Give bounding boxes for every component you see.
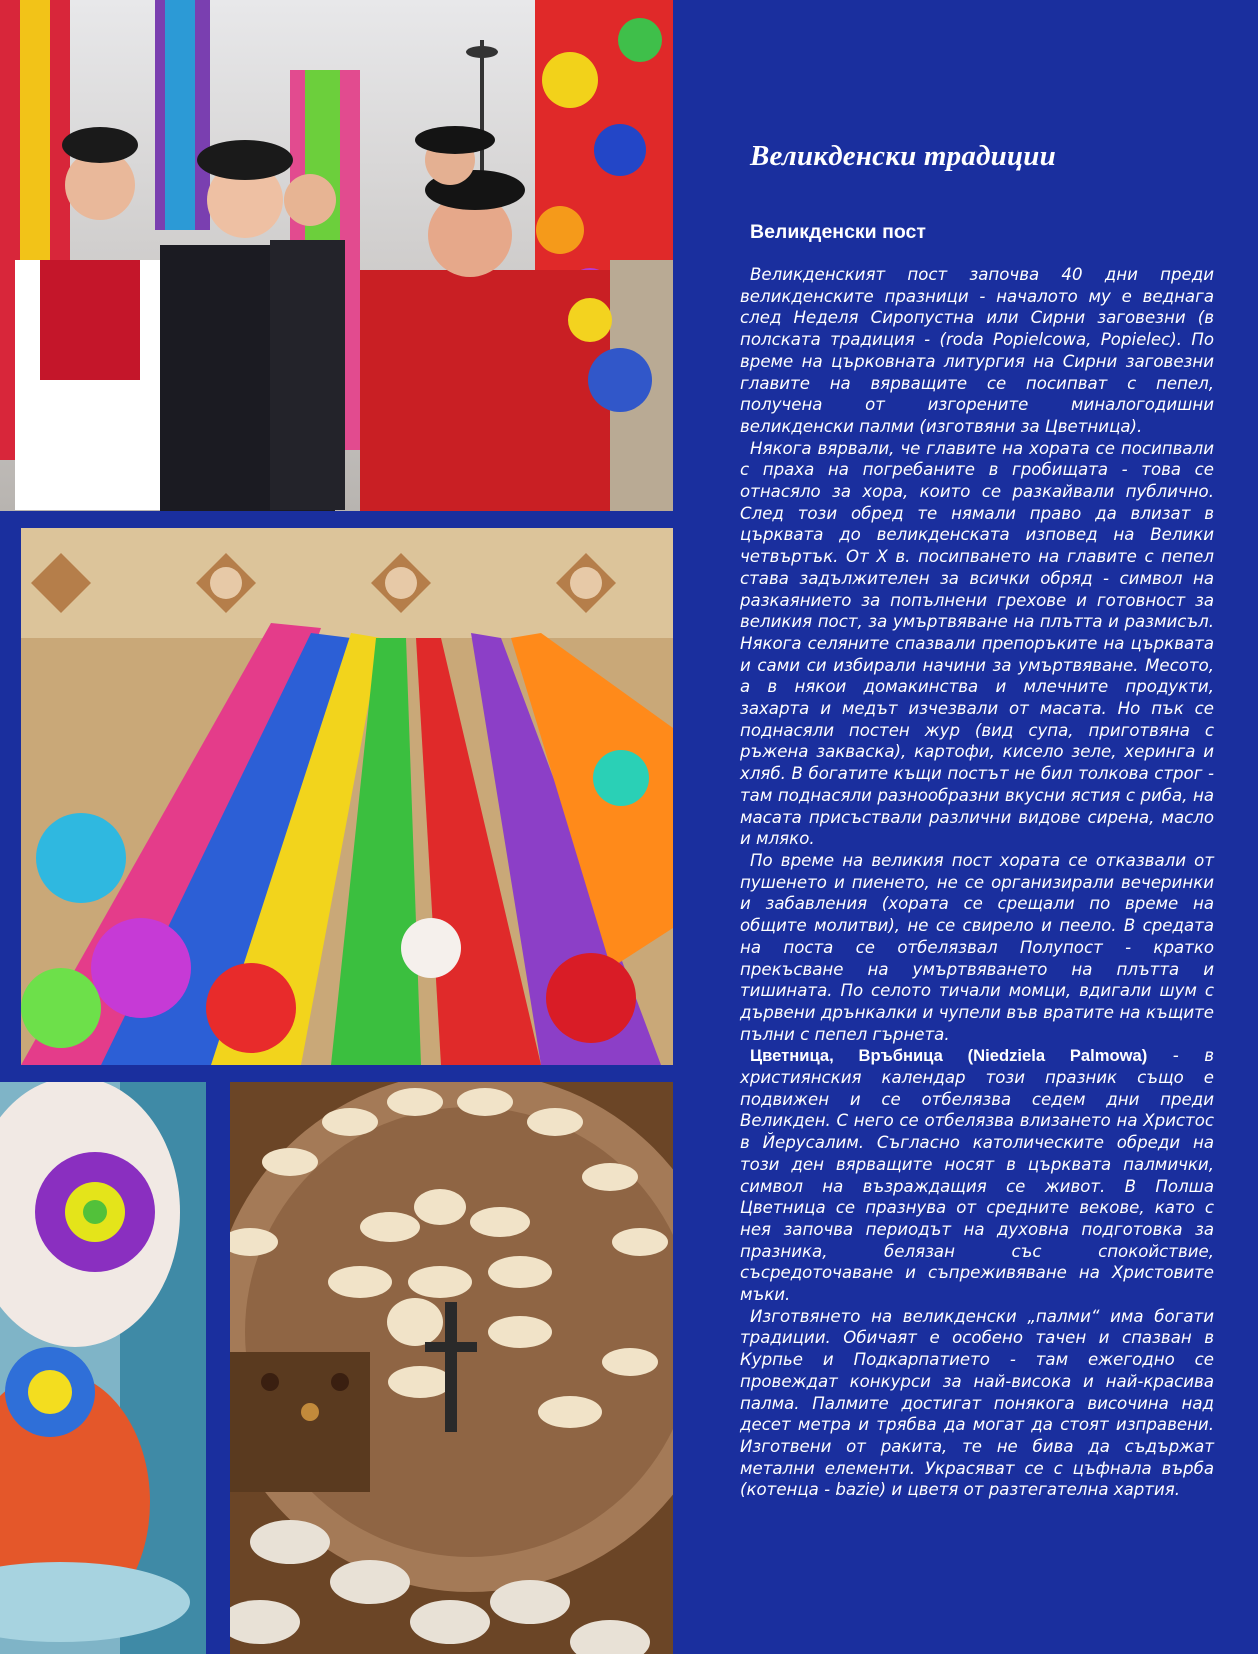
paragraph-lent-start: Великденският пост започва 40 дни преди великденските празници - началото му е веднага след Неделя Сиропустна или Сирни заговезни (в полската традиция - (roda Popielcowa, Popielec). По време на църковната литургия на Сирни заговезни главите на вярващите се посипват с пепел, получена от изгорените миналогодишни великденски палми (изготвяни за Цветница).	[740, 265, 1214, 436]
photo-procession-folk-costumes	[0, 0, 673, 511]
paragraph-palm-sunday	[740, 1045, 1214, 1305]
paragraph-ash-tradition: Някога вярвали, че главите на хората се посипвали с праха на погребаните в гробищата - това се отнасяло за хора, които се разкайвали публично. След този обред те нямали право да влизат в църквата до великденската изповед на Велики четвъртък. От X в. посипването на главите с пепел става задължителен за всички обряд - символ на разкаянието за попълнени грехове и готовност за великия пост, за умъртвяване на плътта и размисъл. Някога селяните спазвали препоръките на църквата и сами си избирали начини за умъртвяване. Месото, а в някои домакинства и млечните продукти, захарта и медът изчезвали от масата. Но пък се поднасяли постен жур (вид супа, приготвяна с ръжена закваска), картофи, кисело зеле, херинга и хляб. В богатите къщи постът не бил толкова строг - там поднасяли разнообразни вкусни ястия с риба, на масата присъствали различни видове сирена, масло и мляко.	[740, 438, 1214, 849]
article-column	[740, 140, 1214, 1501]
section-heading-lent: Великденски пост	[750, 221, 926, 243]
article-title: Великденски традиции	[750, 140, 1056, 172]
paragraph-easter-palms: Изготвянето на великденски „палми“ има богати традиции. Обичаят е особено тачен и спазван в Курпье и Подкарпатието - там ежегодно се провеждат конкурси за най-висока и най-красива палма. Палмите достигат понякога височина над десет метра и трябва да могат да стоят изправени. Изготвени от ракита, те не бива да съдържат метални елементи. Украсяват се с цъфнала върба (котенца - bazie) и цветя от разтегателна хартия.	[740, 1306, 1214, 1500]
palm-sunday-text: - в християнския календар този празник също е подвижен и се отбелязва седем дни преди Великден. С него се отбелязва влизането на Христос в Йерусалим. Съгласно католическите обреди на този ден вярващите носят в църквата палмички, символ на възраждащия се живот. В Полша Цветница се празнува от средните векове, като с нея започва периодът на духовна подготовка за празника, белязан със спокойствие, съсредоточаване и съпреживяване на Христовите мъки.	[740, 1046, 1214, 1305]
palm-sunday-heading: Цветница, Връбница (Niedziela Palmowa)	[750, 1046, 1148, 1066]
photo-palms-in-church	[21, 528, 673, 1065]
paragraph-lent-customs: По време на великия пост хората се отказвали от пушенето и пиенето, не се организирали вечеринки и забавления (хората се срещали по време на общите молитви), не се свирело и пеело. В средата на поста се отбелязвал Полупост - кратко прекъсване на умъртвяването на плътта и тишината. По селото тичали момци, вдигали шум с дървени дрънкалки и чупели във вратите на къщите пълни с пепел гърнета.	[740, 850, 1214, 1044]
photo-easter-cake-almonds	[230, 1082, 673, 1654]
photo-painted-easter-eggs	[0, 1082, 206, 1654]
article-body	[740, 264, 1214, 1501]
